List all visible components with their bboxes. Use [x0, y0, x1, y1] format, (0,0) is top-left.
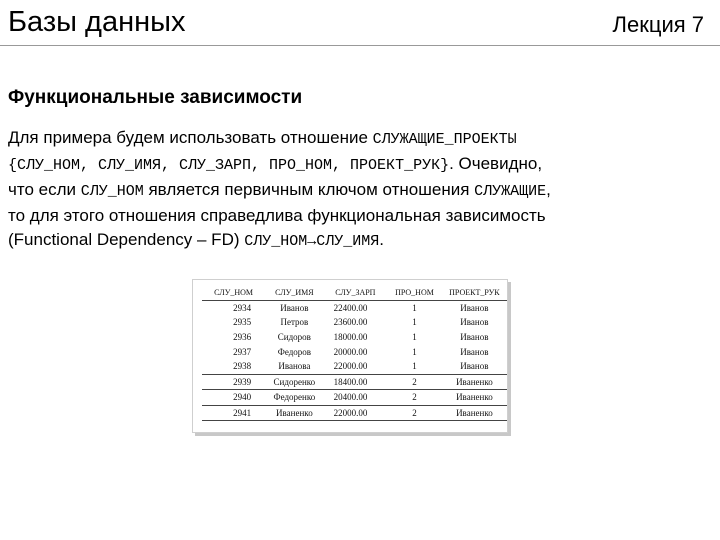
cell: Иванов	[460, 302, 489, 313]
cell: Иванов	[442, 359, 507, 374]
cell: 2	[387, 405, 442, 421]
relation-name-2: СЛУЖАЩИЕ	[474, 183, 547, 200]
cell: 2941	[202, 405, 265, 421]
cell: 2937	[233, 346, 252, 357]
cell: 22000.00	[324, 405, 388, 421]
relation-name: СЛУЖАЩИЕ_ПРОЕКТЫ	[372, 131, 517, 148]
cell: 2	[387, 374, 442, 390]
text-fragment: то для этого отношения справедлива функциональная зависимость	[8, 206, 546, 225]
text-fragment: является первичным ключом отношения	[143, 180, 475, 199]
text-fragment: что если	[8, 180, 81, 199]
relation-attributes: {СЛУ_НОМ, СЛУ_ИМЯ, СЛУ_ЗАРП, ПРО_НОМ, ПРОЕКТ_РУК}	[8, 157, 450, 174]
cell: Федоренко	[265, 390, 323, 406]
relation-table-image	[192, 279, 508, 433]
cell: 1	[387, 359, 442, 374]
cell: 2934	[233, 302, 252, 313]
cell: Иванова	[265, 359, 323, 374]
cell: 1	[412, 332, 417, 343]
table-row	[202, 330, 507, 345]
cell: 20400.00	[324, 390, 388, 406]
cell: 2938	[202, 359, 265, 374]
cell: 2	[387, 390, 442, 406]
column-header: СЛУ_ЗАРП	[324, 285, 388, 300]
cell: 18400.00	[324, 374, 388, 390]
cell: Сидоров	[277, 332, 311, 343]
text-fragment: . Очевидно,	[449, 154, 543, 173]
cell: 22000.00	[324, 359, 388, 374]
column-header: ПРО_НОМ	[387, 285, 442, 300]
cell: 2935	[233, 317, 252, 328]
cell: Иванов	[280, 302, 309, 313]
relation-table	[202, 285, 507, 421]
slide-title: Базы данных	[8, 6, 186, 38]
table-row	[202, 390, 507, 406]
table-header-row	[202, 285, 507, 300]
header-divider	[0, 45, 720, 46]
cell: 22400.00	[333, 302, 368, 313]
table-row	[202, 344, 507, 359]
cell: Иваненко	[442, 405, 507, 421]
cell: 2940	[202, 390, 265, 406]
cell: Сидоренко	[265, 374, 323, 390]
cell: 20000.00	[333, 346, 368, 357]
body-paragraph	[8, 126, 714, 254]
cell: Петров	[280, 317, 309, 328]
cell: 18000.00	[333, 332, 368, 343]
cell: Иваненко	[442, 390, 507, 406]
text-fragment: Для примера будем использовать отношение	[8, 128, 373, 147]
cell: 2939	[202, 374, 265, 390]
cell: 1	[412, 346, 417, 357]
table-row	[202, 359, 507, 374]
lecture-number: Лекция 7	[612, 12, 704, 37]
cell: 1	[412, 302, 417, 313]
column-header: СЛУ_ИМЯ	[265, 285, 323, 300]
table-row	[202, 405, 507, 421]
cell: 1	[412, 317, 417, 328]
section-title: Функциональные зависимости	[8, 87, 303, 108]
table-row	[202, 300, 507, 315]
text-fragment: (Functional Dependency – FD)	[8, 230, 245, 249]
cell: Федоров	[277, 346, 312, 357]
cell: 2936	[233, 332, 252, 343]
cell: Иванов	[460, 332, 489, 343]
table-row	[202, 374, 507, 390]
table-row	[202, 315, 507, 330]
cell: Иваненко	[442, 374, 507, 390]
functional-dependency: СЛУ_НОМ→СЛУ_ИМЯ	[244, 233, 380, 250]
text-fragment: ,	[546, 180, 551, 199]
key-attribute: СЛУ_НОМ	[80, 183, 144, 200]
column-header: СЛУ_НОМ	[202, 285, 265, 300]
cell: Иваненко	[265, 405, 323, 421]
text-fragment: .	[379, 230, 384, 249]
cell: Иванов	[460, 317, 489, 328]
column-header: ПРОЕКТ_РУК	[442, 285, 507, 300]
cell: Иванов	[460, 346, 489, 357]
cell: 23600.00	[333, 317, 368, 328]
